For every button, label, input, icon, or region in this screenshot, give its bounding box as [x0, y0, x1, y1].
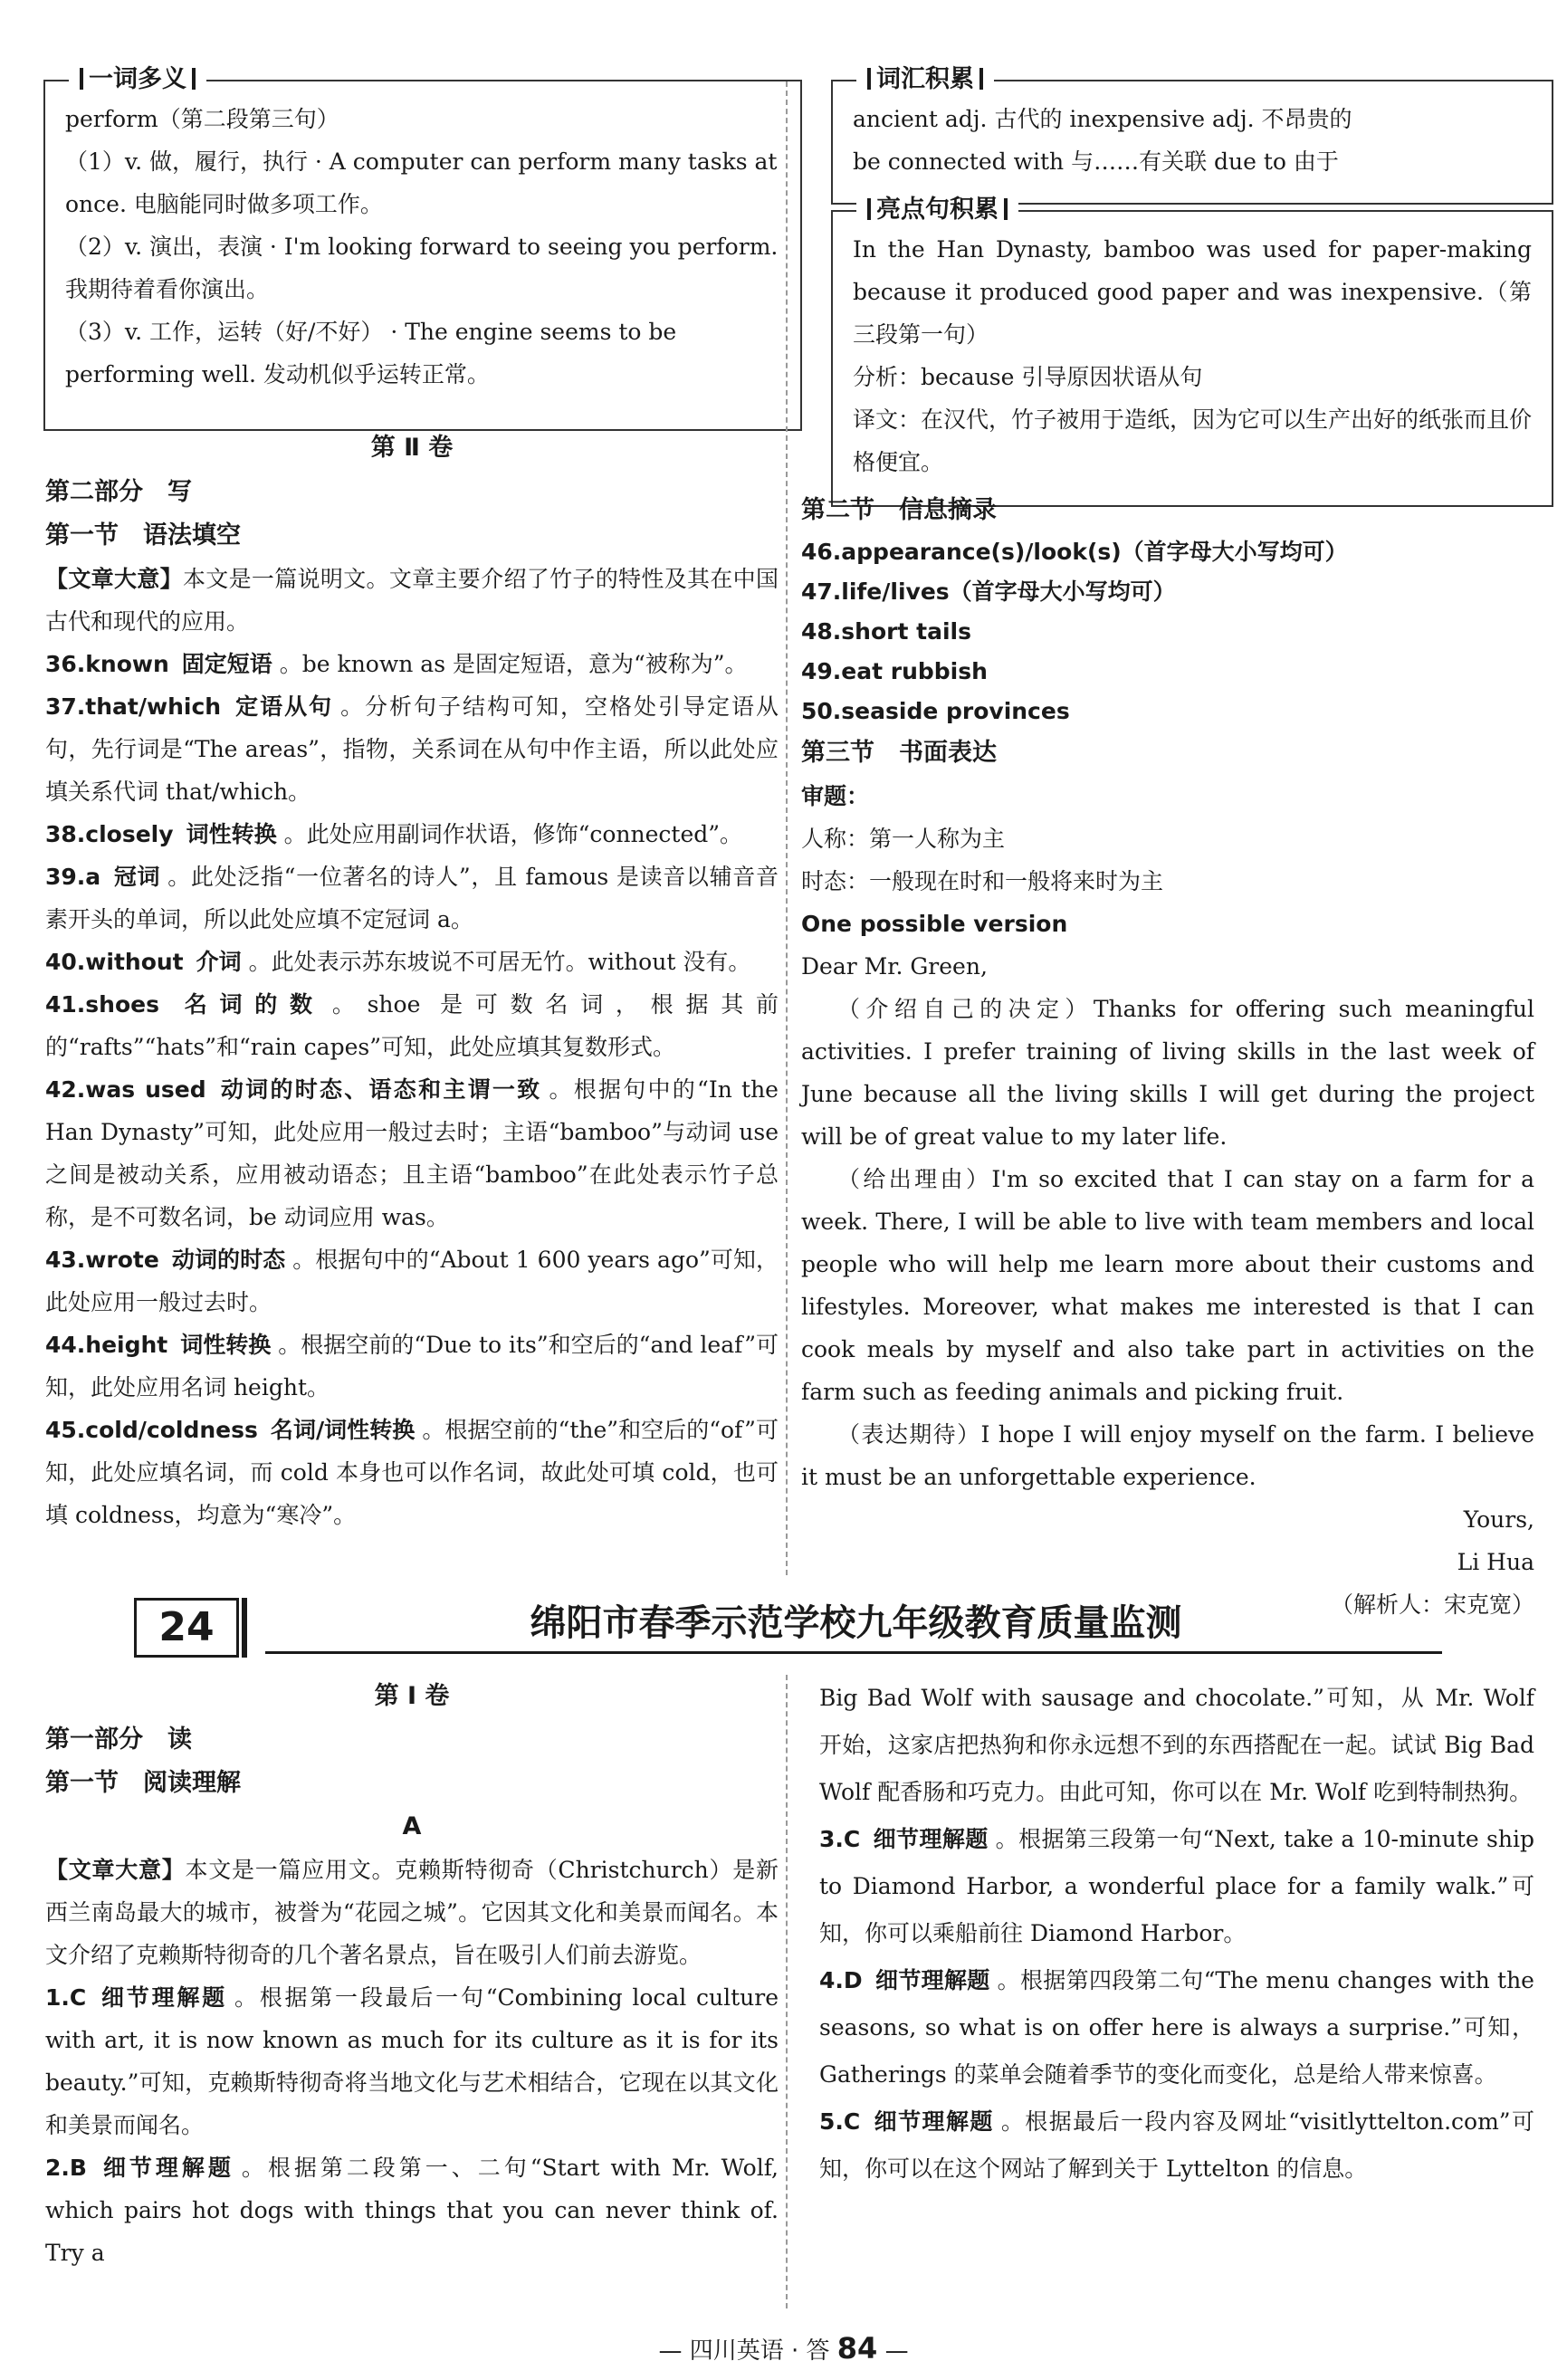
answer-line: 49.eat rubbish [801, 658, 988, 684]
reading-section-continued [819, 1675, 1534, 2193]
banner-rule [265, 1651, 1442, 1654]
grammar-section [45, 425, 779, 1536]
vocabulary-line: ancient adj. 古代的 inexpensive adj. 不昂贵的 [853, 106, 1352, 132]
polysemy-line: （1）v. 做，履行，执行 · A computer can perform many tasks at once. 电脑能同时做多项工作。 [65, 148, 778, 217]
answer-item: 42.was used 动词的时态、语态和主谓一致 。根据句中的“In the Han Dynasty”可知，此处应用一般过去时；主语“bamboo”与动词 use 之间是被动关系，应用被动语态；且主语“bamboo”在此处表示竹子总称，是不可数名词，be 动词应用 was。 [45, 1076, 779, 1230]
passage-summary: 【文章大意】本文是一篇应用文。克赖斯特彻奇（Christchurch）是新西兰南岛最大的城市，被誉为“花园之城”。它因其文化和美景而闻名。本文介绍了克赖斯特彻奇的几个著名景点，旨在吸引人们前去游览。 [45, 1857, 779, 1968]
answer-item: 5.C 细节理解题 。根据最后一段内容及网址“visitlyttelton.com”可知，你可以在这个网站了解到关于 Lyttelton 的信息。 [819, 2108, 1534, 2182]
summary-tag: 【文章大意】 [45, 566, 183, 592]
passage-letter: A [402, 1812, 422, 1840]
letter-paragraph: （介绍自己的决定）Thanks for offering such meaningful activities. I prefer training of living skills in the last week of June because all the living skills I will get during the project will be of great value to my later life. [801, 996, 1534, 1150]
grammar-subheading: 第一节 语法填空 [45, 521, 241, 550]
answer-continuation: Big Bad Wolf with sausage and chocolate.”可知，从 Mr. Wolf 开始，这家店把热狗和你永远想不到的东西搭配在一起。试试 Big Bad Wolf 配香肠和巧克力。由此可知，你可以在 Mr. Wolf 吃到特制热狗。 [819, 1685, 1534, 1805]
page-footer [0, 2331, 1567, 2366]
answer-item: 4.D 细节理解题 。根据第四段第二句“The menu changes with the seasons, so what is on offer here is always a surprise.”可知，Gatherings 的菜单会随着季节的变化而变化，总是给人带来惊喜。 [819, 1967, 1534, 2088]
letter-greeting: Dear Mr. Green, [801, 953, 988, 980]
exam-number: 24 [134, 1598, 239, 1658]
answer-item: 43.wrote 动词的时态 。根据句中的“About 1 600 years ago”可知，此处应用一般过去时。 [45, 1247, 779, 1315]
polysemy-head: perform（第二段第三句） [65, 106, 339, 132]
vocabulary-line: be connected with 与……有关联 due to 由于 [853, 148, 1339, 175]
answer-item: 38.closely 词性转换 。此处应用副词作状语，修饰“connected”。 [45, 821, 743, 847]
answer-item: 36.known 固定短语 。be known as 是固定短语，意为“被称为”。 [45, 651, 748, 677]
exam-title: 绵阳市春季示范学校九年级教育质量监测 [530, 1602, 1182, 1644]
reading-subheading: 第一节 阅读理解 [45, 1769, 241, 1797]
page-number: 84 [836, 2331, 878, 2366]
footer-dash: — [884, 2337, 909, 2365]
column-divider [786, 81, 788, 1575]
answer-item: 44.height 词性转换 。根据空前的“Due to its”和空后的“and leaf”可知，此处应用名词 height。 [45, 1332, 779, 1400]
exam-banner [134, 1598, 1442, 1654]
footer-text: — 四川英语 · 答 [658, 2337, 830, 2365]
answer-item: 2.B 细节理解题 。根据第二段第一、二句“Start with Mr. Wolf, which pairs hot dogs with things that you can never think of. Try a [45, 2155, 779, 2266]
tense-note: 时态：一般现在时和一般将来时为主 [801, 868, 1164, 894]
reading-section [45, 1675, 779, 2274]
letter-paragraph: （表达期待）I hope I will enjoy myself on the farm. I believe it must be an unforgettable experience. [801, 1421, 1534, 1490]
letter-paragraph: （给出理由）I'm so excited that I can stay on a farm for a week. There, I will be able to live with team members and local people who will help me learn more about their customs and lifestyles. Moreover, what makes me interested is that I can cook meals by myself and also take part in activities on the farm such as feeding animals and picking fruit. [801, 1166, 1534, 1405]
version-heading: One possible version [801, 911, 1068, 937]
analyst-credit: （解析人：宋克宽） [1330, 1591, 1534, 1618]
highlight-sentence: In the Han Dynasty, bamboo was used for paper-making because it produced good paper and was inexpensive.（第三段第一句） [853, 236, 1532, 348]
answer-item: 40.without 介词 。此处表示苏东坡说不可居无竹。without 没有。 [45, 949, 751, 975]
vocabulary-box [831, 65, 1553, 205]
polysemy-box [43, 65, 802, 431]
answer-item: 3.C 细节理解题 。根据第三段第一句“Next, take a 10-minute ship to Diamond Harbor, a wonderful place for a family walk.”可知，你可以乘船前往 Diamond Harbor。 [819, 1826, 1534, 1946]
polysemy-box-title: 一词多义 [69, 63, 206, 96]
letter-closing: Yours, [1463, 1506, 1534, 1533]
answer-line: 47.life/lives（首字母大小写均可） [801, 578, 1176, 605]
summary: 【文章大意】本文是一篇说明文。文章主要介绍了竹子的特性及其在中国古代和现代的应用。 [45, 566, 779, 635]
column-divider [786, 1675, 788, 2308]
writing-section [801, 489, 1534, 1626]
highlight-sentence-box [831, 196, 1553, 507]
part1-heading: 第一部分 读 [45, 1725, 192, 1754]
volume-1-heading: 第 Ⅰ 卷 [374, 1682, 450, 1710]
review-label: 审题： [801, 783, 870, 809]
info-extraction-heading: 第二节 信息摘录 [801, 496, 997, 524]
highlight-box-title: 亮点句积累 [856, 194, 1018, 226]
highlight-translation: 译文：在汉代，竹子被用于造纸，因为它可以生产出好的纸张而且价格便宜。 [853, 406, 1533, 475]
vocabulary-box-title: 词汇积累 [856, 63, 994, 96]
answer-line: 48.short tails [801, 618, 971, 645]
answer-item: 37.that/which 定语从句 。分析句子结构可知，空格处引导定语从句，先行词是“The areas”，指物，关系词在从句中作主语，所以此处应填关系代词 that/which。 [45, 693, 779, 805]
highlight-analysis: 分析：because 引导原因状语从句 [853, 364, 1203, 390]
answer-line: 50.seaside provinces [801, 698, 1070, 724]
part2-heading: 第二部分 写 [45, 478, 192, 506]
answer-item: 39.a 冠词 。此处泛指“一位著名的诗人”，且 famous 是读音以辅音音素开头的单词，所以此处应填不定冠词 a。 [45, 864, 779, 932]
answer-item: 45.cold/coldness 名词/词性转换 。根据空前的“the”和空后的“of”可知，此处应填名词，而 cold 本身也可以作名词，故此处可填 cold，也可填 coldness，均意为“寒冷”。 [45, 1417, 779, 1528]
answer-item: 1.C 细节理解题 。根据第一段最后一句“Combining local culture with art, it is now known as much for its culture as it is for its beauty.”可知，克赖斯特彻奇将当地文化与艺术相结合，它现在以其文化和美景而闻名。 [45, 1984, 779, 2138]
person-note: 人称：第一人称为主 [801, 826, 1006, 852]
answer-item: 41.shoes 名词的数 。shoe 是可数名词，根据其前的“rafts”“hats”和“rain capes”可知，此处应填其复数形式。 [45, 991, 779, 1060]
writing-heading: 第三节 书面表达 [801, 739, 997, 767]
polysemy-line: （2）v. 演出，表演 · I'm looking forward to seeing you perform. 我期待着看你演出。 [65, 234, 779, 302]
letter-signature: Li Hua [1457, 1549, 1534, 1575]
answer-line: 46.appearance(s)/look(s)（首字母大小写均可） [801, 539, 1348, 565]
polysemy-line: （3）v. 工作，运转（好/不好） · The engine seems to be performing well. 发动机似乎运转正常。 [65, 319, 677, 387]
volume-2-heading: 第 Ⅱ 卷 [370, 434, 454, 462]
